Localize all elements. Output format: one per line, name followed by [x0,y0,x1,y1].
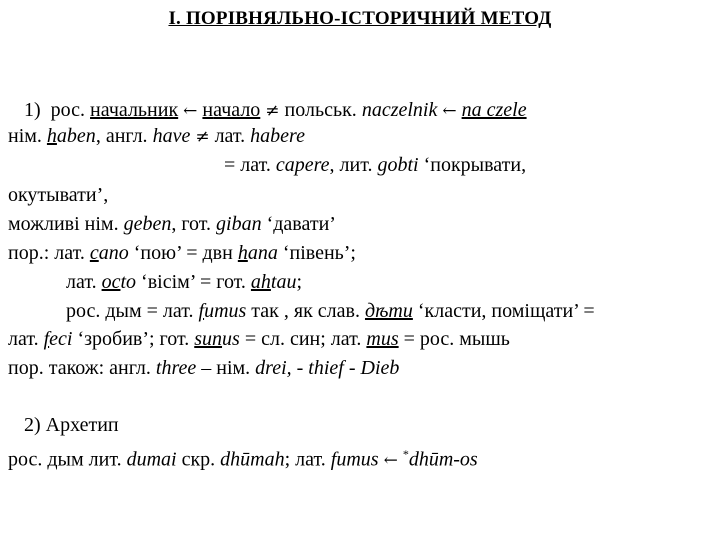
line-8: рос. дым = лат. fumus так , як слав. дѣти ‘класти, поміщати’ = [66,300,595,322]
line-10: пор. також: англ. three – нім. drei, - thief - Dieb [8,357,400,379]
line-3: = лат. capere, лит. gobti ‘покрывати, [224,154,527,176]
line-2: нім. haben, англ. have ≠ лат. habere [8,125,305,147]
not-equal-icon: ≠ [195,127,210,147]
line-6: пор.: лат. cano ‘пою’ = двн hana ‘півень’; [8,242,356,264]
line-1: 1) рос. начальник ← начало ≠ польськ. naczelnik ← na czele [24,99,527,121]
page-title: І. ПОРІВНЯЛЬНО-ІСТОРИЧНИЙ МЕТОД [168,8,552,29]
section2-line: рос. дым лит. dumai скр. dhūmah; лат. fumus ← *dhūm-os [8,447,478,471]
left-arrow-icon: ← [183,101,198,121]
left-arrow-icon: ← [383,450,398,471]
not-equal-icon: ≠ [265,101,280,121]
line-4: окутывати’, [8,184,109,206]
line-7: лат. octo ‘вісім’ = гот. ahtau; [66,271,303,293]
line-9: лат. feci ‘зробив’; гот. sunus = сл. син; лат. mus = рос. мышь [8,328,510,350]
left-arrow-icon: ← [442,101,457,121]
section2-heading: 2) Архетип [24,414,119,436]
line-5: можливі нім. geben, гот. giban ‘давати’ [8,213,336,235]
